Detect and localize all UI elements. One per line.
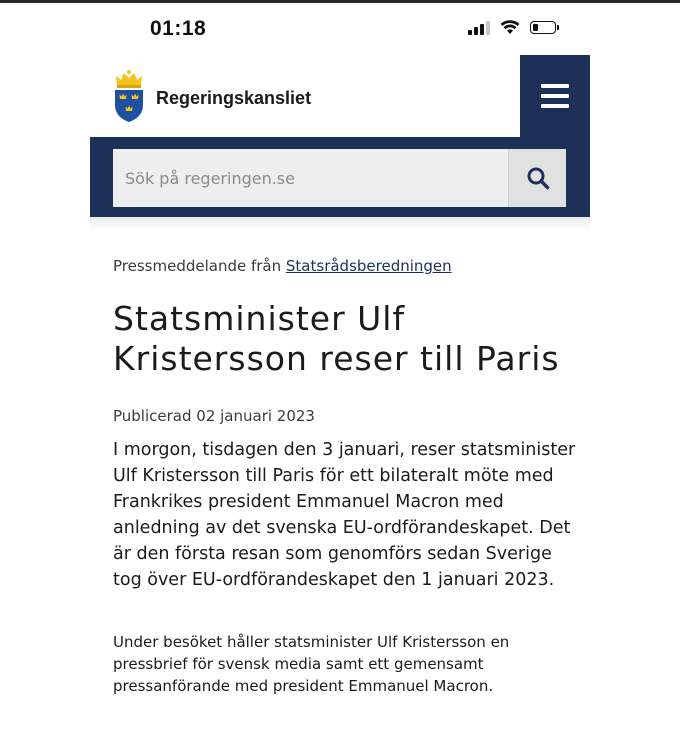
wifi-icon: [500, 20, 520, 35]
status-icons: [468, 20, 556, 35]
status-time: 01:18: [150, 17, 207, 40]
article-lead: I morgon, tisdagen den 3 januari, reser statsminister Ulf Kristersson till Paris för ett bilateralt möte med Frankrikes president Emmanuel Macron med anledning av det svenska EU-ordförandeskapet. Det är den första resan som genomförs sedan Sverige tog över EU-ordförandeskapet den 1 januari 2023.: [113, 440, 576, 590]
window-top-border: [0, 0, 680, 3]
article-body: Under besöket håller statsminister Ulf Kristersson en pressbrief för svensk media samt ett gemensamt pressanförande med president Emmanuel Macron.: [113, 633, 510, 695]
cellular-signal-icon: [468, 21, 490, 35]
article-title: Statsminister Ulf Kristersson reser till Paris: [113, 299, 560, 378]
press-source-link[interactable]: Statsrådsberedningen: [285, 257, 452, 275]
search-input[interactable]: [113, 149, 508, 207]
site-header: [90, 55, 590, 137]
search-button[interactable]: [508, 149, 566, 207]
battery-icon: [530, 21, 556, 34]
search-icon: [526, 166, 550, 190]
menu-button[interactable]: [520, 55, 590, 137]
hamburger-line: [541, 104, 569, 108]
brand-name[interactable]: Regeringskansliet: [156, 88, 312, 108]
hamburger-line: [541, 84, 569, 88]
press-release-source: [113, 255, 583, 277]
article: [113, 255, 583, 697]
three-crowns-shield-icon[interactable]: [112, 69, 146, 123]
status-bar: [90, 8, 590, 50]
header-shadow: [90, 217, 590, 229]
hamburger-line: [541, 94, 569, 98]
search-bar: [90, 137, 590, 217]
press-prefix: Pressmeddelande från: [113, 257, 282, 275]
publish-date: Publicerad 02 januari 2023: [113, 407, 315, 425]
